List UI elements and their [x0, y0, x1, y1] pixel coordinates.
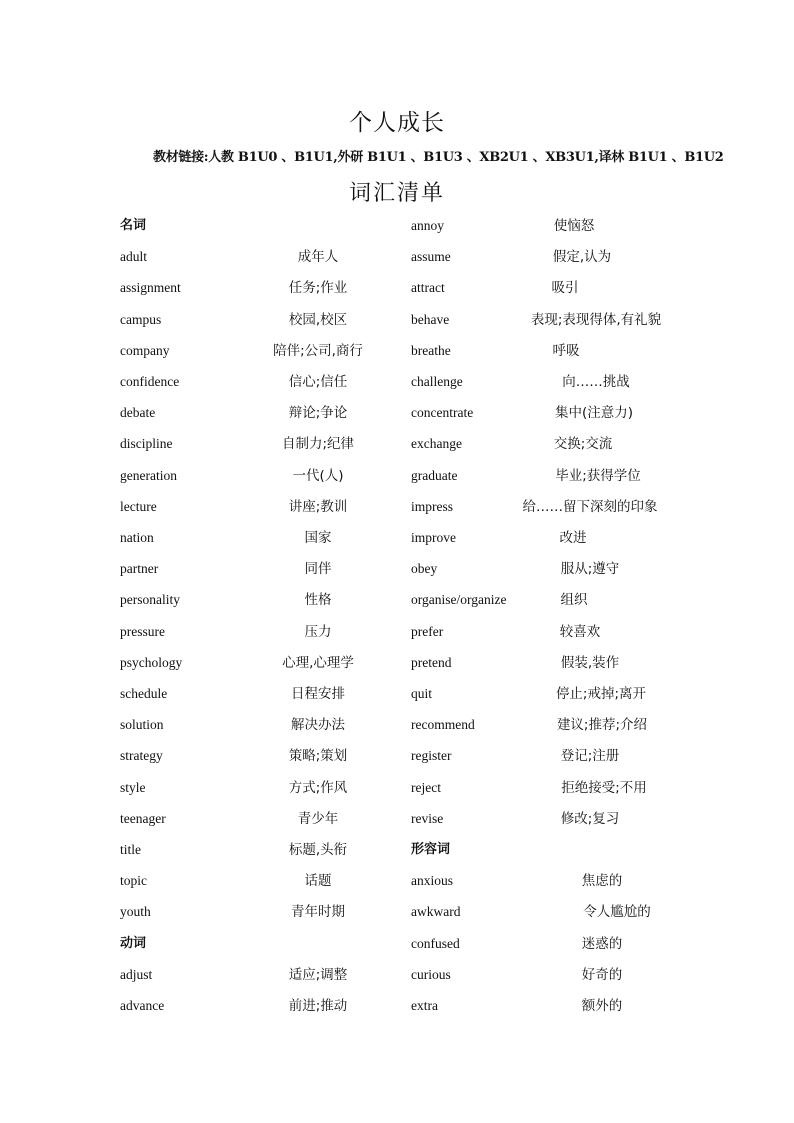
vocab-meaning: 向……挑战	[562, 374, 630, 390]
vocab-word: assignment	[120, 280, 181, 296]
vocab-word: impress	[411, 498, 453, 514]
vocab-meaning: 交换;交流	[553, 436, 613, 453]
vocab-word: confidence	[120, 374, 180, 389]
vocab-word: discipline	[120, 436, 173, 452]
vocab-meaning: 集中(注意力)	[554, 405, 634, 422]
vocab-word: debate	[120, 405, 156, 421]
vocab-meaning: 好奇的	[581, 966, 623, 983]
vocab-word: nation	[120, 530, 154, 545]
vocab-meaning: 青年时期	[291, 904, 345, 921]
vocab-word: exchange	[411, 436, 462, 452]
category-heading: 动词	[120, 935, 147, 951]
vocab-meaning: 陪伴;公司,商行	[273, 342, 363, 359]
vocab-meaning: 停止;戒掉;离开	[555, 686, 647, 702]
vocab-word: recommend	[411, 717, 475, 733]
vocab-meaning: 任务;作业	[288, 280, 348, 297]
vocab-word: extra	[411, 998, 438, 1013]
vocab-meaning: 登记;注册	[560, 748, 620, 765]
vocab-word: adult	[120, 249, 147, 265]
vocab-word: graduate	[411, 467, 458, 483]
vocab-meaning: 吸引	[551, 280, 579, 297]
vocab-word: confused	[411, 935, 460, 951]
vocab-meaning: 毕业;获得学位	[555, 467, 641, 484]
vocab-meaning: 策略;策划	[288, 748, 348, 765]
vocab-word: reject	[411, 779, 441, 795]
vocab-word: revise	[411, 810, 444, 826]
vocab-word: personality	[120, 592, 180, 608]
vocab-meaning: 标题,头衔	[288, 842, 348, 858]
vocab-word: adjust	[120, 966, 153, 982]
vocab-word: organise/organize	[411, 592, 507, 608]
vocab-meaning: 日程安排	[291, 686, 345, 702]
vocab-meaning: 压力	[304, 623, 332, 640]
vocab-word: challenge	[411, 374, 463, 389]
vocab-meaning: 青少年	[297, 810, 339, 827]
vocab-word: lecture	[120, 498, 157, 514]
vocab-meaning: 组织	[560, 592, 588, 609]
vocab-word: topic	[120, 873, 147, 889]
vocab-word: concentrate	[411, 405, 474, 421]
vocab-word: psychology	[120, 654, 183, 670]
vocab-word: awkward	[411, 904, 461, 920]
vocab-word: behave	[411, 311, 450, 327]
vocab-word: advance	[120, 998, 165, 1013]
vocab-meaning: 迷惑的	[581, 935, 623, 952]
vocab-word: annoy	[411, 218, 444, 233]
vocab-meaning: 话题	[304, 873, 332, 890]
vocab-word: pretend	[411, 654, 452, 670]
vocab-word: quit	[411, 686, 433, 701]
category-heading: 形容词	[411, 842, 451, 857]
vocab-meaning: 改进	[559, 530, 587, 546]
section-title: 词汇清单	[348, 181, 445, 206]
vocab-word: company	[120, 342, 170, 358]
vocab-meaning: 适应;调整	[288, 966, 348, 983]
vocab-meaning: 前进;推动	[288, 998, 348, 1014]
vocab-meaning: 解决办法	[291, 717, 345, 734]
vocab-meaning: 校园,校区	[288, 311, 348, 328]
vocab-word: campus	[120, 311, 162, 327]
category-heading: 名词	[120, 218, 147, 233]
textbook-source: 教材链接:人教 B1U0 、B1U1,外研 B1U1 、B1U3 、XB2U1 、XB3U1,译林 B1U1 、B1U2	[153, 150, 724, 165]
page-title: 个人成长	[349, 110, 445, 136]
vocab-word: title	[120, 842, 141, 857]
vocab-word: partner	[120, 561, 159, 577]
vocab-meaning: 拒绝接受;不用	[561, 779, 647, 796]
vocab-meaning: 心理,心理学	[282, 654, 354, 671]
vocab-word: attract	[411, 280, 445, 296]
vocab-word: generation	[120, 467, 177, 483]
vocab-meaning: 一代(人)	[292, 467, 344, 484]
vocab-meaning: 辩论;争论	[288, 405, 348, 422]
vocab-word: schedule	[120, 686, 168, 701]
vocab-meaning: 性格	[304, 592, 332, 609]
vocab-meaning: 给……留下深刻的印象	[522, 498, 658, 515]
vocab-meaning: 使恼怒	[553, 218, 595, 234]
vocab-meaning: 呼吸	[552, 342, 580, 359]
vocab-meaning: 自制力;纪律	[281, 436, 355, 453]
vocab-meaning: 信心;信任	[288, 374, 348, 390]
vocab-meaning: 假装,装作	[560, 654, 620, 671]
vocab-meaning: 假定,认为	[552, 249, 612, 266]
vocab-meaning: 额外的	[581, 998, 623, 1014]
vocab-word: improve	[411, 530, 456, 545]
vocab-meaning: 成年人	[297, 249, 339, 266]
vocab-word: register	[411, 748, 452, 764]
vocab-meaning: 服从;遵守	[560, 561, 620, 578]
vocab-meaning: 讲座;教训	[288, 498, 348, 515]
vocab-meaning: 修改;复习	[560, 810, 620, 827]
vocab-word: style	[120, 779, 146, 795]
vocab-meaning: 国家	[304, 530, 332, 546]
vocab-meaning: 同伴	[304, 561, 332, 578]
vocab-word: obey	[411, 561, 438, 577]
vocab-meaning: 焦虑的	[581, 873, 623, 890]
vocab-word: pressure	[120, 623, 165, 639]
vocab-word: assume	[411, 249, 451, 265]
vocab-word: strategy	[120, 748, 163, 764]
vocab-word: anxious	[411, 873, 453, 889]
vocab-meaning: 方式;作风	[288, 779, 348, 796]
vocab-meaning: 建议;推荐;介绍	[556, 717, 648, 734]
vocab-word: solution	[120, 717, 164, 733]
vocab-meaning: 令人尴尬的	[583, 904, 651, 921]
vocab-word: breathe	[411, 342, 451, 358]
vocab-word: youth	[120, 904, 151, 920]
vocab-word: curious	[411, 966, 451, 982]
vocab-meaning: 表现;表现得体,有礼貌	[530, 311, 662, 328]
vocab-word: prefer	[411, 623, 444, 639]
vocab-meaning: 较喜欢	[559, 623, 601, 640]
vocab-word: teenager	[120, 810, 166, 826]
